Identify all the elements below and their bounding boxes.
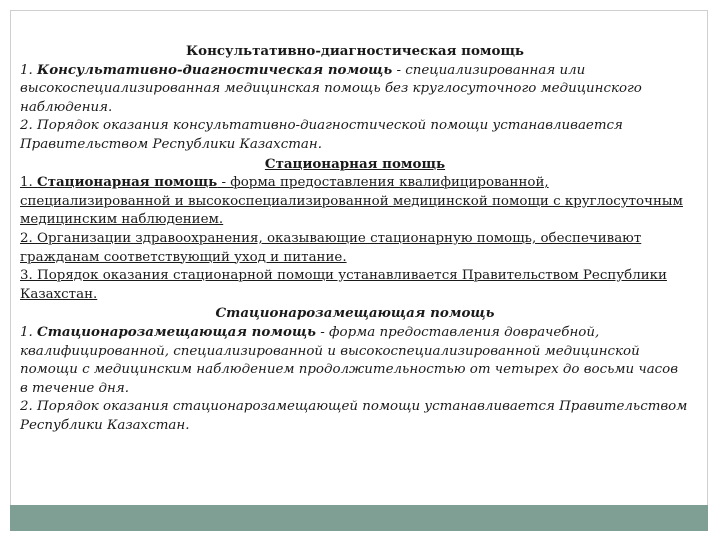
inpatient-paragraph-3: 3. Порядок оказания стационарной помощи устанавливается Правительством Республики Казахстан. [20, 268, 667, 302]
inpatient-paragraph-2: 2. Организации здравоохранения, оказывающие стационарную помощь, обеспечивают гражданам соответствующий уход и питание. [20, 230, 642, 265]
consult-paragraph-1 [20, 61, 690, 118]
consult-p1-term: Консультативно-диагностическая помощь [37, 61, 393, 78]
inpatient-p1-number: 1. [20, 175, 38, 191]
consult-p1-number: 1. [20, 62, 38, 78]
consult-paragraph-2: 2. Порядок оказания консультативно-диагностической помощи устанавливается Правительством Республики Казахстан. [20, 118, 623, 152]
inpatient-p1-text: - форма предоставления квалифицированной, специализированной и высокоспециализированной медицинской помощи с круглосуточным медицинским наблюдением. [20, 175, 683, 228]
consult-heading: Консультативно-диагностическая помощь [185, 43, 525, 59]
inpatient-p1-term: Стационарная помощь [37, 174, 218, 191]
consult-p1-text: - специализированная или высокоспециализированная медицинская помощь без круглосуточного медицинского наблюдения. [20, 62, 642, 115]
daycare-p1-text: - форма предоставления доврачебной, квалифицированной, специализированной и высокоспециализированной медицинской помощи с медицинским наблюдением продолжительностью от четырех до восьми часов в течение дня. [20, 324, 679, 396]
daycare-heading: Стационарозамещающая помощь [215, 305, 495, 322]
slide-content [20, 42, 690, 435]
daycare-p1-number: 1. [20, 324, 38, 340]
inpatient-paragraph-1 [20, 173, 690, 230]
inpatient-heading: Стационарная помощь [264, 155, 446, 172]
daycare-p1-term: Стационарозамещающая помощь [37, 323, 316, 340]
daycare-paragraph-1 [20, 323, 690, 398]
daycare-paragraph-2: 2. Порядок оказания стационарозамещающей помощи устанавливается Правительством Республики Казахстан. [20, 399, 688, 433]
slide-bottom-bar [10, 505, 708, 531]
